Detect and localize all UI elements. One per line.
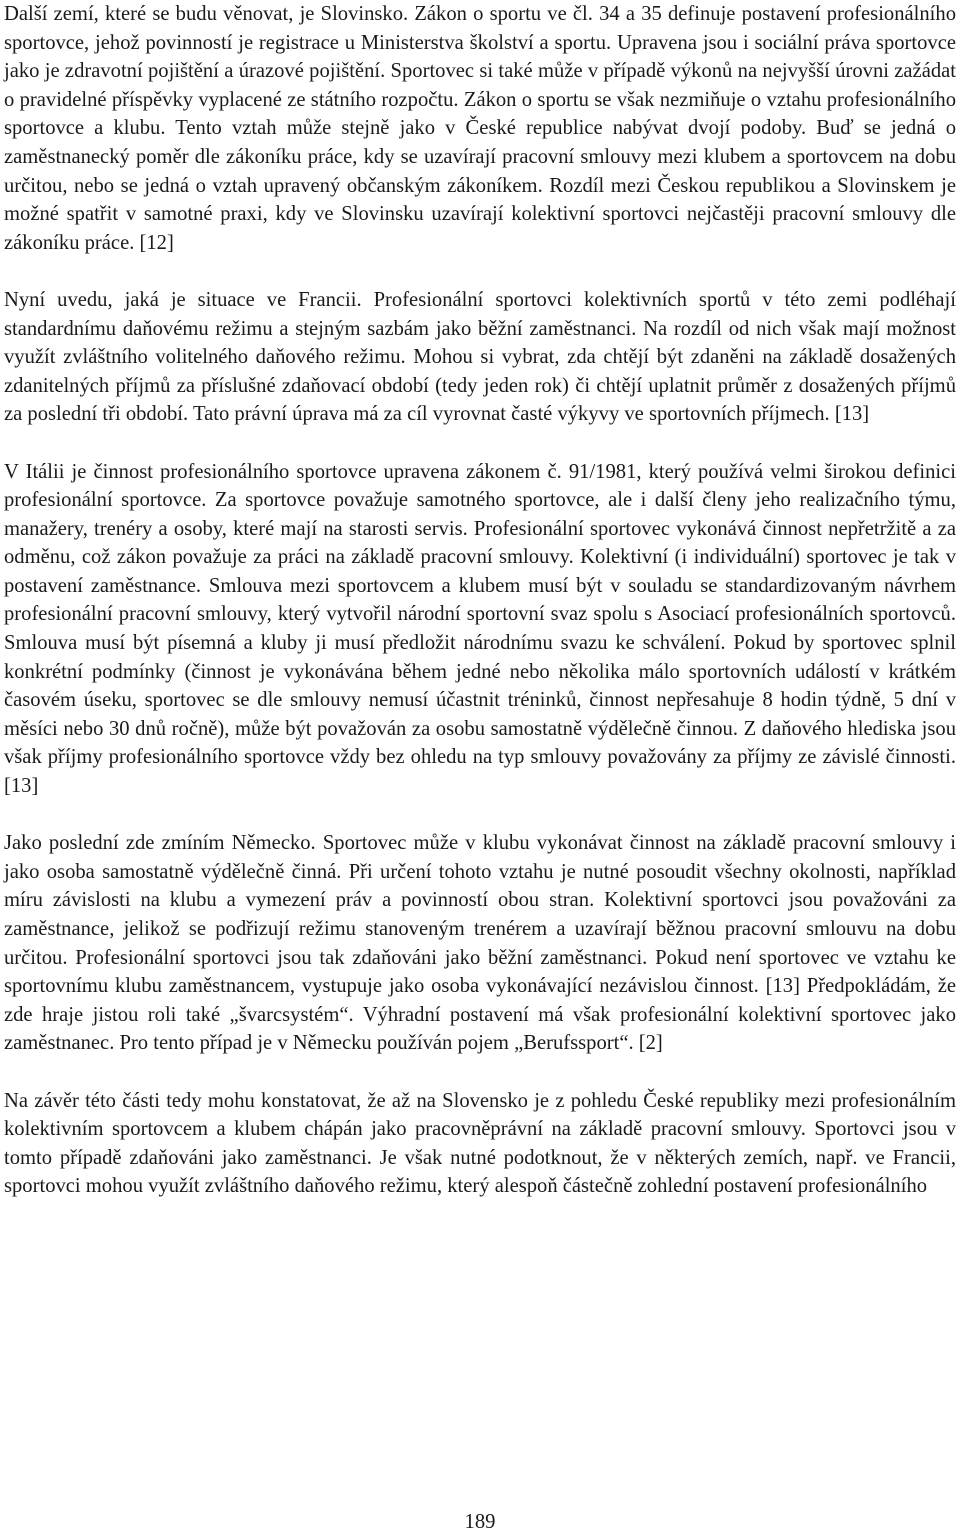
paragraph-germany: Jako poslední zde zmíním Německo. Sportovec může v klubu vykonávat činnost na základě pracovní smlouvy i jako osoba samostatně výdělečně činná. Při určení tohoto vztahu je nutné posoudit všechny okolnosti, například míru závislosti na klubu a vymezení práv a povinností obou stran. Kolektivní sportovci jsou považováni za zaměstnance, jelikož se podřizují režimu stanoveným trenérem a uzavírají běžnou pracovní smlouvu na dobu určitou. Profesionální sportovci jsou tak zdaňováni jako běžní zaměstnanci. Pokud není sportovec ve vztahu ke sportovnímu klubu zaměstnancem, vystupuje jako osoba vykonávající nezávislou činnost. [13] Předpokládám, že zde hraje jistou roli také „švarcsystém“. Výhradní postavení má však profesionální kolektivní sportovec jako zaměstnanec. Pro tento případ je v Německu používán pojem „Berufssport“. [2] (4, 832, 956, 1055)
page-number: 189 (464, 1511, 496, 1533)
paragraph-france: Nyní uvedu, jaká je situace ve Francii. Profesionální sportovci kolektivních sportů v této zemi podléhají standardnímu daňovému režimu a stejným sazbám jako běžní zaměstnanci. Na rozdíl od nich však mají možnost využít zvláštního volitelného daňového režimu. Mohou si vybrat, zda chtějí být zdaněni na základě dosažených zdanitelných příjmů za příslušné zdaňovací období (tedy jeden rok) či chtějí uplatnit průměr z dosažených příjmů za poslední tři období. Tato právní úprava má za cíl vyrovnat časté výkyvy ve sportovních příjmech. [13] (4, 288, 956, 426)
paragraph-slovenia: Další zemí, které se budu věnovat, je Slovinsko. Zákon o sportu ve čl. 34 a 35 definuje postavení profesionálního sportovce, jehož povinností je registrace u Ministerstva školství a sportu. Upravena jsou i sociální práva sportovce jako je zdravotní pojištění a úrazové pojištění. Sportovec si také může v případě výkonů na nejvyšší úrovni zažádat o pravidelné příspěvky vyplacené ze státního rozpočtu. Zákon o sportu se však nezmiňuje o vztahu profesionálního sportovce a klubu. Tento vztah může stejně jako v České republice nabývat dvojí podoby. Buď se jedná o zaměstnanecký poměr dle zákoníku práce, kdy se uzavírají pracovní smlouvy mezi klubem a sportovcem na dobu určitou, nebo se jedná o vztah upravený občanským zákoníkem. Rozdíl mezi Českou republikou a Slovinskem je možné spatřit v samotné praxi, kdy ve Slovinsku uzavírají kolektivní sportovci nejčastěji pracovní smlouvy dle zákoníku práce. [12] (4, 3, 956, 254)
paragraph-gap (4, 1058, 956, 1087)
paragraph-conclusion: Na závěr této části tedy mohu konstatovat, že až na Slovensko je z pohledu České republiky mezi profesionálním kolektivním sportovcem a klubem chápán jako pracovněprávní na základě pracovní smlouvy. Sportovci jsou v tomto případě zdaňováni jako zaměstnanci. Je však nutné podotknout, že v některých zemích, např. ve Francii, sportovci mohou využít zvláštního daňového režimu, který alespoň částečně zohlední postavení profesionálního (4, 1089, 956, 1198)
paragraph-gap (4, 429, 956, 458)
paragraph-gap (4, 801, 956, 830)
paragraph-gap (4, 257, 956, 286)
paragraph-italy: V Itálii je činnost profesionálního sportovce upravena zákonem č. 91/1981, který používá velmi širokou definici profesionální sportovce. Za sportovce považuje samotného sportovce, ale i další členy jeho realizačního týmu, manažery, trenéry a osoby, které mají na starosti servis. Profesionální sportovec vykonává činnost nepřetržitě a za odměnu, což zákon považuje za práci na základě pracovní smlouvy. Kolektivní (i individuální) sportovec je tak v postavení zaměstnance. Smlouva mezi sportovcem a klubem musí být v souladu se standardizovaným návrhem profesionální pracovní smlouvy, který vytvořil národní sportovní svaz spolu s Asociací profesionálních sportovců. Smlouva musí být písemná a kluby ji musí předložit národnímu svazu ke schválení. Pokud by sportovec splnil konkrétní podmínky (činnost je vykonávána během jedné nebo několika málo sportovních událostí v krátkém časovém úseku, sportovec se dle smlouvy nemusí účastnit tréninků, činnost nepřesahuje 8 hodin týdně, 5 dní v měsíci nebo 30 dnů ročně), může být považován za osobu samostatně výdělečně činnou. Z daňového hlediska jsou však příjmy profesionálního sportovce vždy bez ohledu na typ smlouvy považovány za příjmy ze závislé činnosti. [13] (4, 460, 956, 798)
document-page (4, 0, 956, 1201)
